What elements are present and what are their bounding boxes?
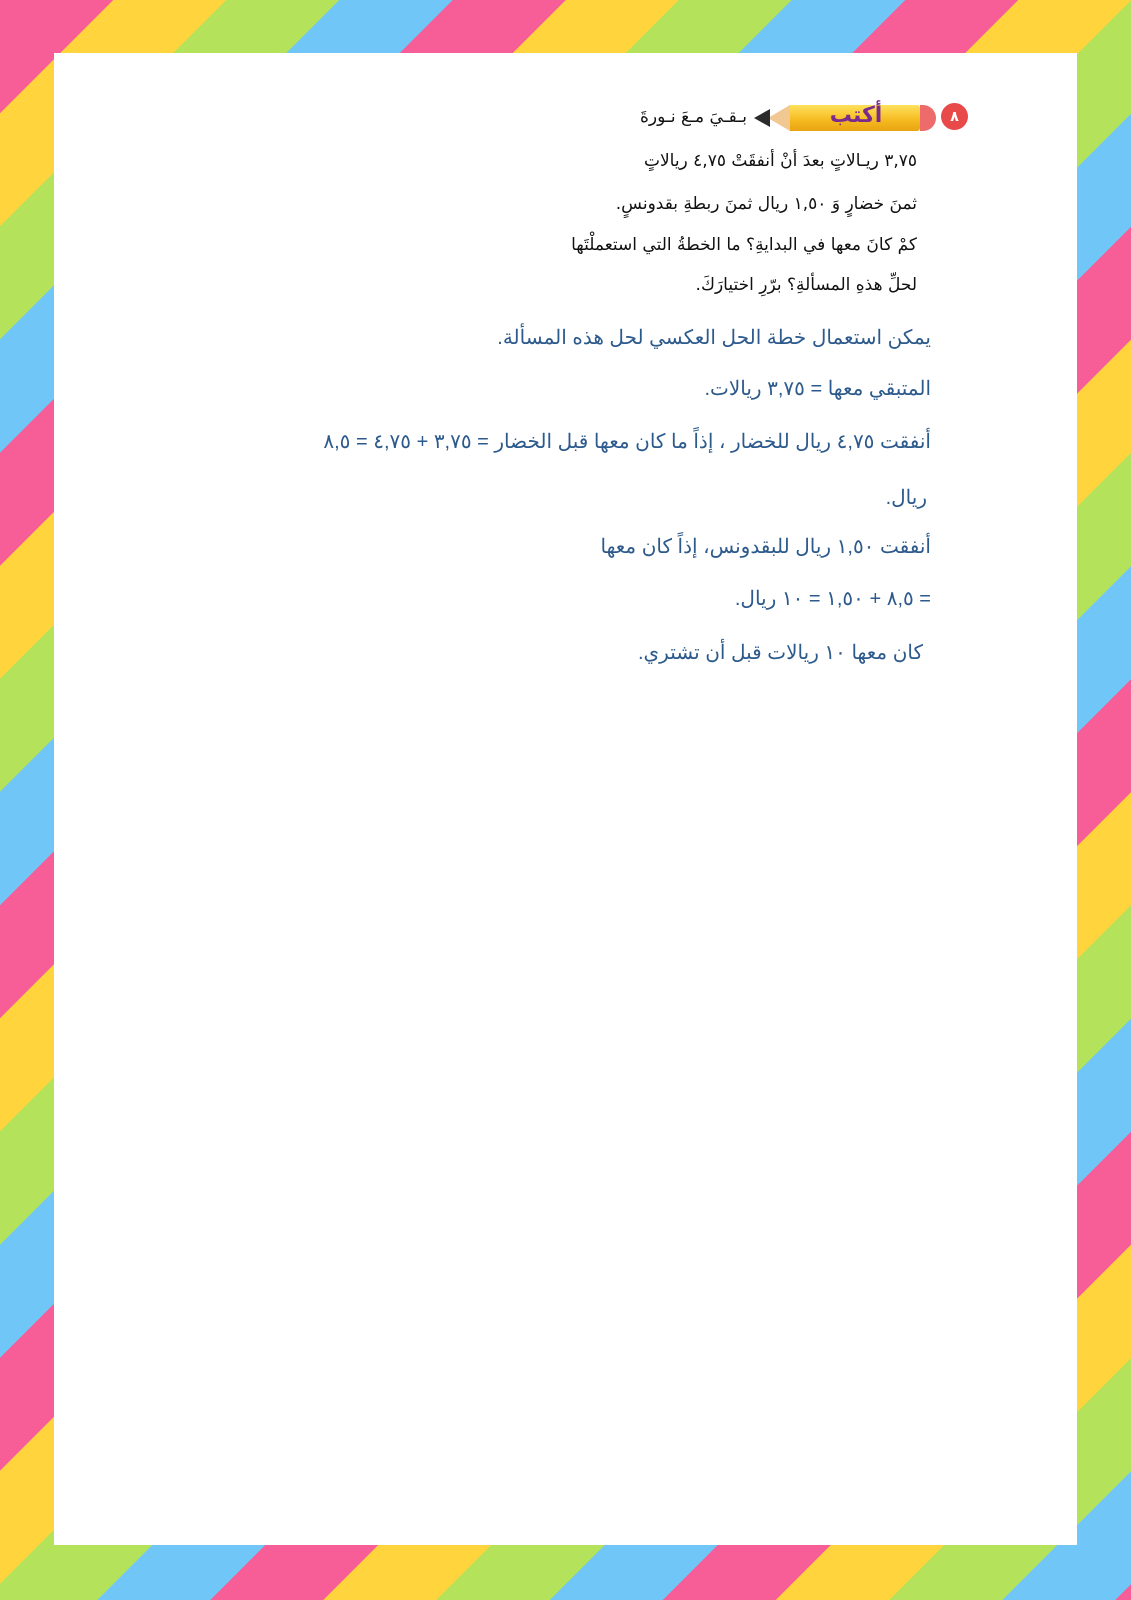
problem-line-2: ٣,٧٥ ريـالاتٍ بعدَ أنْ أنفقَتْ ٤,٧٥ ريالاتٍ [643, 151, 917, 171]
answer-line-3: أنفقت ٤,٧٥ ريال للخضار ، إذاً ما كان معها قبل الخضار = ٣,٧٥ + ٤,٧٥ = ٨,٥ [323, 431, 931, 453]
answer-line-1: يمكن استعمال خطة الحل العكسي لحل هذه المسألة. [497, 327, 931, 349]
answer-line-5: أنفقت ١,٥٠ ريال للبقدونس، إذاً كان معها [600, 536, 931, 558]
question-number-badge: ٨ [941, 103, 968, 130]
answer-line-6: = ٨,٥ + ١,٥٠ = ١٠ ريال. [734, 588, 931, 610]
answer-line-2: المتبقي معها = ٣,٧٥ ريالات. [704, 378, 931, 400]
write-label: أكتب [829, 103, 883, 128]
worksheet-page [54, 53, 1077, 1545]
problem-line-5: لحلِّ هذهِ المسألةِ؟ برّرِ اختيارَكَ. [695, 275, 917, 295]
answer-line-7: كان معها ١٠ ريالات قبل أن تشتري. [637, 642, 923, 664]
problem-line-3: ثمنَ خضارٍ وَ ١,٥٠ ريال ثمنَ ربطةِ بقدونسٍ. [615, 194, 917, 214]
problem-line-4: كمْ كانَ معها في البدايةِ؟ ما الخطةُ التي استعملْتَها [571, 235, 917, 255]
answer-line-4: ريال. [885, 487, 927, 509]
problem-line-1: بـقـيَ مـعَ نـورةَ [639, 107, 747, 127]
